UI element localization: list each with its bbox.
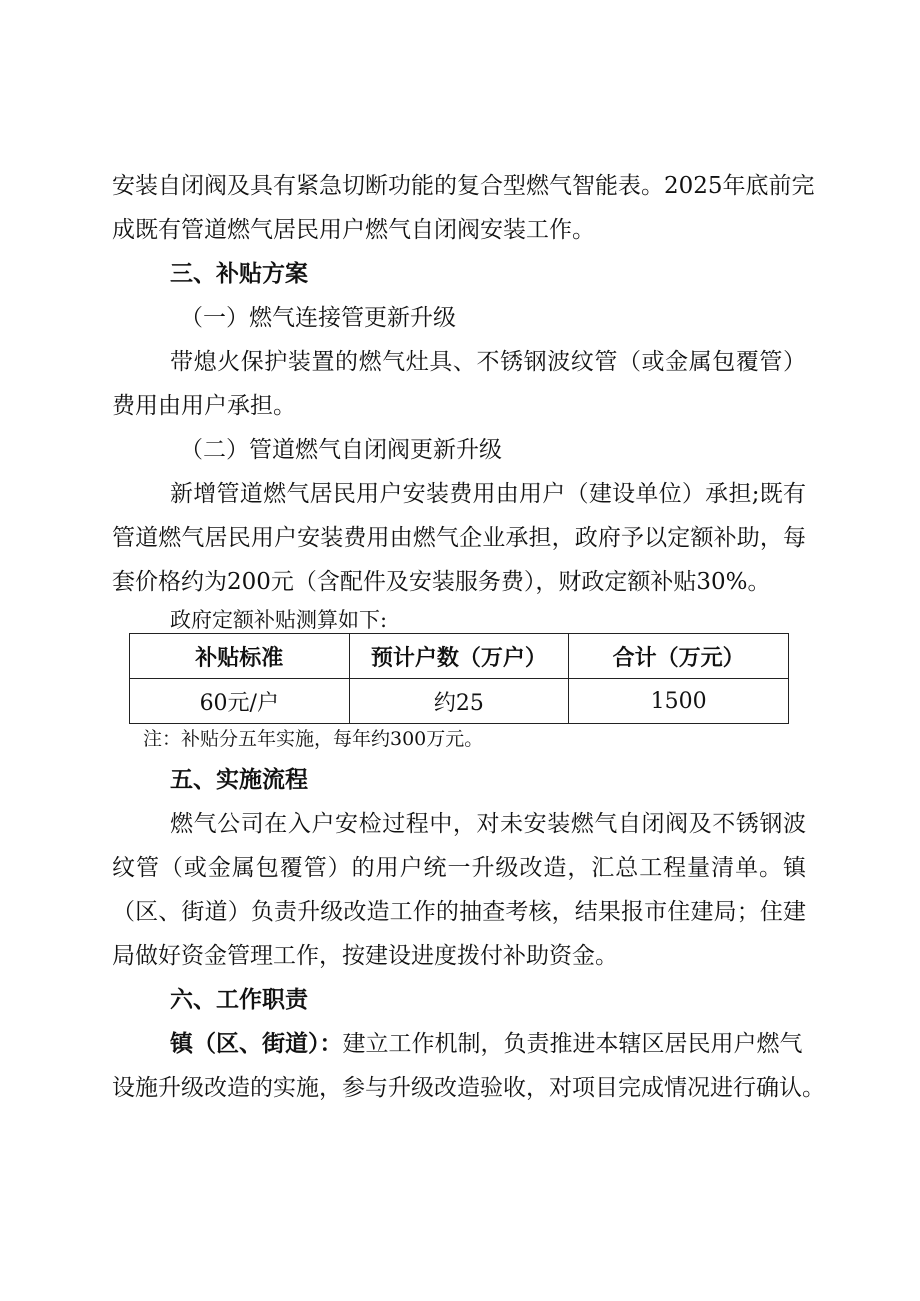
subsidy-table <box>129 633 789 724</box>
responsibility-text: 建立工作机制，负责推进本辖区居民用户燃气 <box>342 1031 803 1057</box>
paragraph-line: 新增管道燃气居民用户安装费用由用户（建设单位）承担;既有 <box>170 481 806 507</box>
table-header-cell: 补贴标准 <box>130 634 350 679</box>
table-row <box>130 679 789 724</box>
table-caption: 政府定额补贴测算如下: <box>170 608 388 632</box>
section-heading-6: 六、工作职责 <box>170 986 308 1013</box>
table-cell: 1500 <box>569 679 789 724</box>
paragraph-line: 费用由用户承担。 <box>112 393 296 419</box>
paragraph-line: 局做好资金管理工作，按建设进度拨付补助资金。 <box>112 943 618 969</box>
paragraph-line <box>170 1028 806 1060</box>
table-header-cell: 预计户数（万户） <box>349 634 569 679</box>
table-note: 注：补贴分五年实施，每年约300万元。 <box>143 728 484 750</box>
paragraph-line: 燃气公司在入户安检过程中，对未安装燃气自闭阀及不锈钢波 <box>170 811 806 837</box>
paragraph-line: 管道燃气居民用户安装费用由燃气企业承担，政府予以定额补助，每 <box>112 525 806 551</box>
table-header-row <box>130 634 789 679</box>
paragraph-line: （区、街道）负责升级改造工作的抽查考核，结果报市住建局；住建 <box>112 899 806 925</box>
paragraph-line: 套价格约为200元（含配件及安装服务费），财政定额补贴30%。 <box>112 569 771 595</box>
table-cell: 约25 <box>349 679 569 724</box>
section-heading-5: 五、实施流程 <box>170 766 308 793</box>
section-heading-3: 三、补贴方案 <box>170 260 308 287</box>
paragraph-line: 安装自闭阀及具有紧急切断功能的复合型燃气智能表。2025年底前完 <box>112 173 815 199</box>
subsection-heading-2: （二）管道燃气自闭阀更新升级 <box>180 437 502 463</box>
table-cell: 60元/户 <box>130 679 350 724</box>
table-header-cell: 合计（万元） <box>569 634 789 679</box>
responsible-party-label: 镇（区、街道）： <box>170 1030 343 1057</box>
paragraph-line: 设施升级改造的实施，参与升级改造验收，对项目完成情况进行确认。 <box>112 1075 825 1101</box>
paragraph-line: 带熄火保护装置的燃气灶具、不锈钢波纹管（或金属包覆管） <box>170 349 806 375</box>
paragraph-line: 成既有管道燃气居民用户燃气自闭阀安装工作。 <box>112 217 595 243</box>
paragraph-line: 纹管（或金属包覆管）的用户统一升级改造，汇总工程量清单。镇 <box>112 855 806 881</box>
subsection-heading-1: （一）燃气连接管更新升级 <box>180 305 456 331</box>
